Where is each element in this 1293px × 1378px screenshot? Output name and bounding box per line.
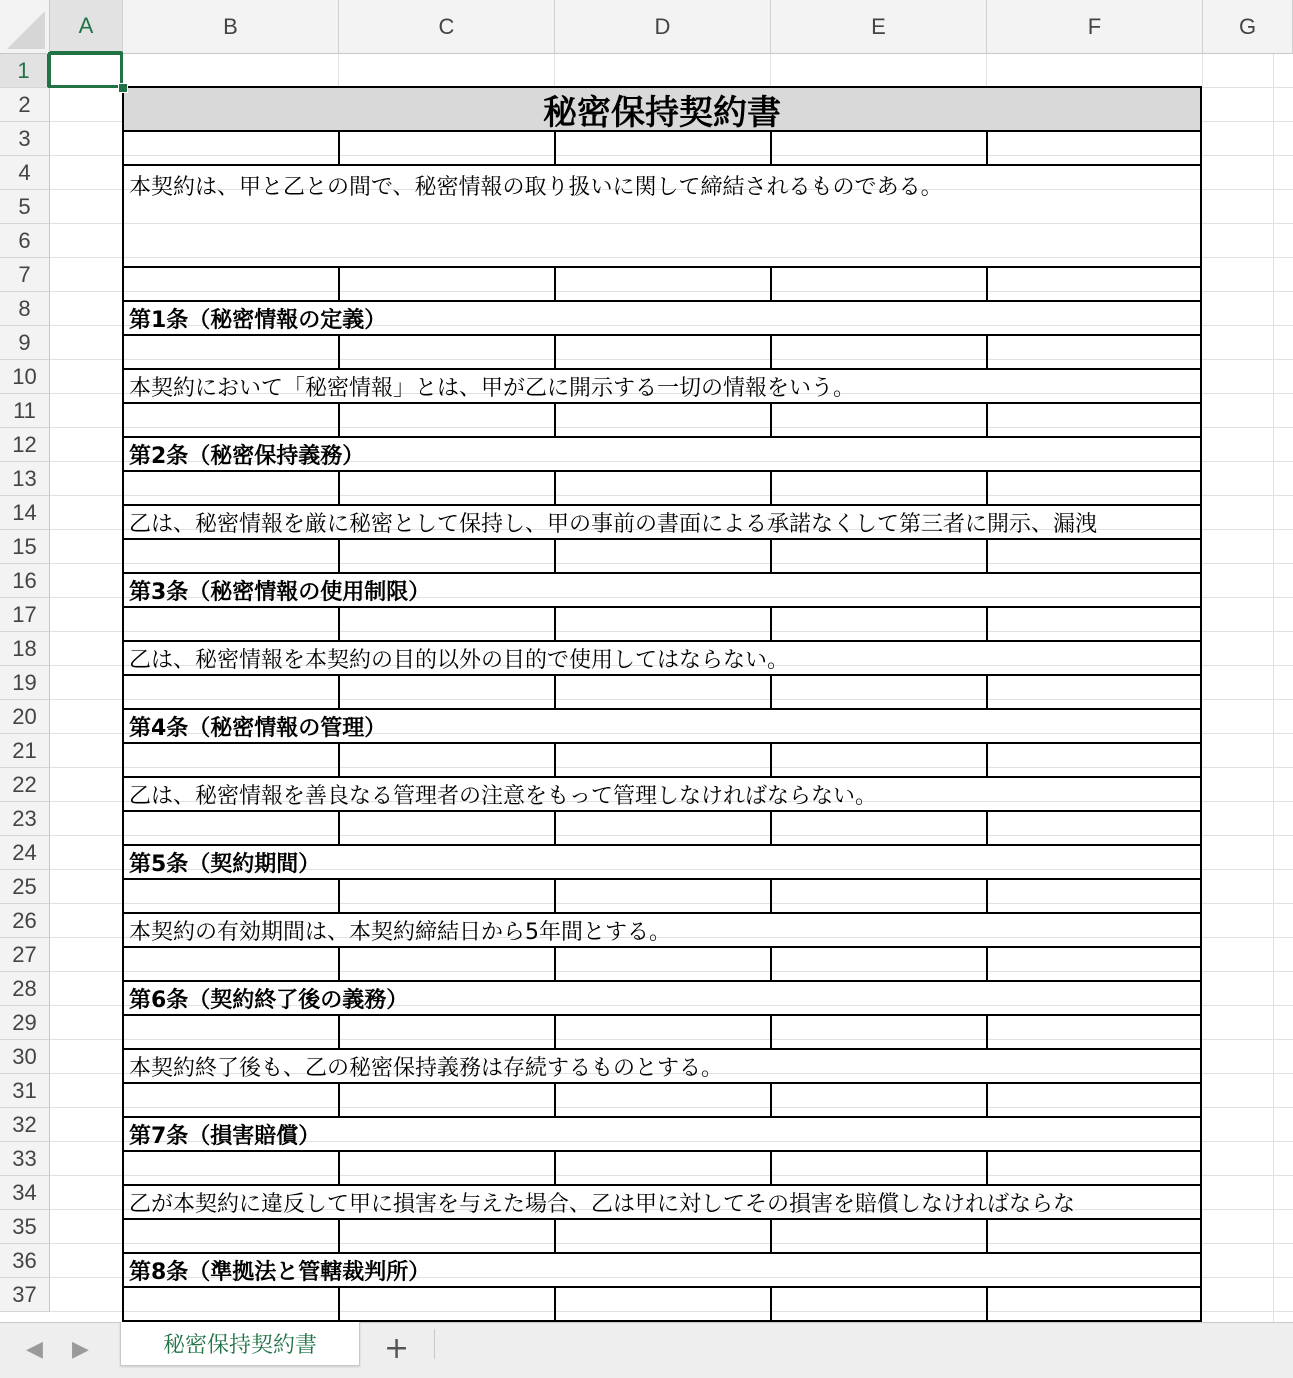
blank-row bbox=[122, 404, 1202, 438]
table-cell[interactable] bbox=[124, 268, 340, 300]
blank-row bbox=[122, 132, 1202, 166]
table-cell[interactable] bbox=[340, 948, 556, 980]
row-header-21[interactable]: 21 bbox=[0, 734, 50, 768]
table-cell[interactable] bbox=[988, 1084, 1200, 1116]
row-header-6[interactable]: 6 bbox=[0, 224, 50, 258]
row-header-26[interactable]: 26 bbox=[0, 904, 50, 938]
article-heading[interactable]: 第3条（秘密情報の使用制限） bbox=[122, 574, 1202, 608]
row-header-4[interactable]: 4 bbox=[0, 156, 50, 190]
table-cell[interactable] bbox=[988, 608, 1200, 640]
row-header-36[interactable]: 36 bbox=[0, 1244, 50, 1278]
table-cell[interactable] bbox=[556, 336, 772, 368]
row-header-32[interactable]: 32 bbox=[0, 1108, 50, 1142]
table-cell[interactable] bbox=[772, 404, 988, 436]
table-cell[interactable] bbox=[124, 1016, 340, 1048]
row-header-24[interactable]: 24 bbox=[0, 836, 50, 870]
table-cell[interactable] bbox=[988, 404, 1200, 436]
next-sheet-icon[interactable]: ▶ bbox=[72, 1337, 89, 1362]
row-header-18[interactable]: 18 bbox=[0, 632, 50, 666]
table-cell[interactable] bbox=[124, 1084, 340, 1116]
gridline bbox=[338, 54, 339, 86]
table-cell[interactable] bbox=[340, 132, 556, 164]
table-cell[interactable] bbox=[124, 1152, 340, 1184]
table-cell[interactable] bbox=[556, 1220, 772, 1252]
table-cell[interactable] bbox=[340, 1016, 556, 1048]
row-header-33[interactable]: 33 bbox=[0, 1142, 50, 1176]
gridline bbox=[986, 54, 987, 86]
table-cell[interactable] bbox=[772, 268, 988, 300]
table-cell[interactable] bbox=[124, 540, 340, 572]
row-header-7[interactable]: 7 bbox=[0, 258, 50, 292]
table-cell[interactable] bbox=[772, 132, 988, 164]
table-cell[interactable] bbox=[340, 1084, 556, 1116]
table-cell[interactable] bbox=[988, 268, 1200, 300]
table-cell[interactable] bbox=[556, 880, 772, 912]
blank-row bbox=[122, 744, 1202, 778]
gridline bbox=[554, 54, 555, 86]
row-header-28[interactable]: 28 bbox=[0, 972, 50, 1006]
table-cell[interactable] bbox=[124, 336, 340, 368]
blank-row bbox=[122, 1220, 1202, 1254]
gridline bbox=[770, 54, 771, 86]
row-header-12[interactable]: 12 bbox=[0, 428, 50, 462]
table-cell[interactable] bbox=[124, 1220, 340, 1252]
article-body[interactable]: 本契約の有効期間は、本契約締結日から5年間とする。 bbox=[122, 914, 1202, 948]
table-cell[interactable] bbox=[124, 744, 340, 776]
row-header-9[interactable]: 9 bbox=[0, 326, 50, 360]
table-cell[interactable] bbox=[556, 744, 772, 776]
row-header-3[interactable]: 3 bbox=[0, 122, 50, 156]
row-header-17[interactable]: 17 bbox=[0, 598, 50, 632]
row-header-8[interactable]: 8 bbox=[0, 292, 50, 326]
table-cell[interactable] bbox=[340, 472, 556, 504]
table-cell[interactable] bbox=[340, 812, 556, 844]
article-body[interactable]: 乙は、秘密情報を善良なる管理者の注意をもって管理しなければならない。 bbox=[122, 778, 1202, 812]
column-header-f[interactable]: F bbox=[987, 0, 1203, 54]
row-header-27[interactable]: 27 bbox=[0, 938, 50, 972]
table-cell[interactable] bbox=[988, 336, 1200, 368]
table-cell[interactable] bbox=[556, 404, 772, 436]
tab-divider bbox=[434, 1329, 435, 1359]
row-header-13[interactable]: 13 bbox=[0, 462, 50, 496]
row-header-25[interactable]: 25 bbox=[0, 870, 50, 904]
table-cell[interactable] bbox=[988, 1016, 1200, 1048]
table-cell[interactable] bbox=[556, 676, 772, 708]
select-all-triangle bbox=[7, 11, 45, 49]
table-cell[interactable] bbox=[124, 948, 340, 980]
table-cell[interactable] bbox=[772, 1016, 988, 1048]
article-heading[interactable]: 第2条（秘密保持義務） bbox=[122, 438, 1202, 472]
table-cell[interactable] bbox=[340, 744, 556, 776]
table-cell[interactable] bbox=[772, 812, 988, 844]
article-body[interactable]: 乙は、秘密情報を本契約の目的以外の目的で使用してはならない。 bbox=[122, 642, 1202, 676]
row-header-22[interactable]: 22 bbox=[0, 768, 50, 802]
table-cell[interactable] bbox=[124, 676, 340, 708]
table-cell[interactable] bbox=[556, 472, 772, 504]
article-body[interactable]: 本契約終了後も、乙の秘密保持義務は存続するものとする。 bbox=[122, 1050, 1202, 1084]
table-cell[interactable] bbox=[556, 268, 772, 300]
fill-handle[interactable] bbox=[118, 83, 128, 93]
table-cell[interactable] bbox=[340, 1288, 556, 1320]
contract-table bbox=[122, 86, 1202, 1322]
blank-row bbox=[122, 812, 1202, 846]
sheet-tab-nda[interactable]: 秘密保持契約書 bbox=[120, 1322, 360, 1366]
table-cell[interactable] bbox=[124, 1288, 340, 1320]
table-cell[interactable] bbox=[988, 744, 1200, 776]
row-header-15[interactable]: 15 bbox=[0, 530, 50, 564]
column-header-e[interactable]: E bbox=[771, 0, 987, 54]
table-cell[interactable] bbox=[340, 268, 556, 300]
column-header-g[interactable]: G bbox=[1203, 0, 1293, 54]
blank-row bbox=[122, 1152, 1202, 1186]
row-header-19[interactable]: 19 bbox=[0, 666, 50, 700]
table-cell[interactable] bbox=[556, 1152, 772, 1184]
table-cell[interactable] bbox=[988, 1288, 1200, 1320]
row-header-5[interactable]: 5 bbox=[0, 190, 50, 224]
sheet-tab-bar bbox=[0, 1322, 1293, 1378]
blank-row bbox=[122, 540, 1202, 574]
table-cell[interactable] bbox=[772, 1084, 988, 1116]
blank-row bbox=[122, 676, 1202, 710]
table-cell[interactable] bbox=[556, 1288, 772, 1320]
row-header-23[interactable]: 23 bbox=[0, 802, 50, 836]
table-cell[interactable] bbox=[988, 132, 1200, 164]
table-cell[interactable] bbox=[772, 880, 988, 912]
add-sheet-button[interactable]: + bbox=[384, 1331, 410, 1366]
row-header-1[interactable]: 1 bbox=[0, 54, 50, 88]
table-cell[interactable] bbox=[340, 1152, 556, 1184]
article-body[interactable]: 乙が本契約に違反して甲に損害を与えた場合、乙は甲に対してその損害を賠償しなければならな bbox=[122, 1186, 1202, 1220]
blank-row bbox=[122, 608, 1202, 642]
blank-row bbox=[122, 336, 1202, 370]
blank-row bbox=[122, 1016, 1202, 1050]
blank-row bbox=[122, 1084, 1202, 1118]
contract-title[interactable]: 秘密保持契約書 bbox=[122, 86, 1202, 132]
row-header-14[interactable]: 14 bbox=[0, 496, 50, 530]
table-cell[interactable] bbox=[556, 1084, 772, 1116]
column-header-c[interactable]: C bbox=[339, 0, 555, 54]
row-header-20[interactable]: 20 bbox=[0, 700, 50, 734]
table-cell[interactable] bbox=[988, 812, 1200, 844]
column-header-a[interactable]: A bbox=[50, 0, 123, 54]
row-header-34[interactable]: 34 bbox=[0, 1176, 50, 1210]
article-heading[interactable]: 第8条（準拠法と管轄裁判所） bbox=[122, 1254, 1202, 1288]
table-cell[interactable] bbox=[988, 948, 1200, 980]
row-header-31[interactable]: 31 bbox=[0, 1074, 50, 1108]
article-heading[interactable]: 第6条（契約終了後の義務） bbox=[122, 982, 1202, 1016]
table-cell[interactable] bbox=[340, 1220, 556, 1252]
column-header-d[interactable]: D bbox=[555, 0, 771, 54]
table-cell[interactable] bbox=[340, 608, 556, 640]
table-cell[interactable] bbox=[124, 880, 340, 912]
article-heading[interactable]: 第5条（契約期間） bbox=[122, 846, 1202, 880]
table-cell[interactable] bbox=[988, 472, 1200, 504]
column-header-b[interactable]: B bbox=[123, 0, 339, 54]
table-cell[interactable] bbox=[988, 540, 1200, 572]
article-heading[interactable]: 第7条（損害賠償） bbox=[122, 1118, 1202, 1152]
blank-row bbox=[122, 1288, 1202, 1322]
table-cell[interactable] bbox=[772, 744, 988, 776]
row-header-11[interactable]: 11 bbox=[0, 394, 50, 428]
row-header-37[interactable]: 37 bbox=[0, 1278, 50, 1312]
table-cell[interactable] bbox=[772, 1152, 988, 1184]
select-all-corner[interactable] bbox=[0, 0, 50, 54]
article-heading[interactable]: 第1条（秘密情報の定義） bbox=[122, 302, 1202, 336]
row-header-30[interactable]: 30 bbox=[0, 1040, 50, 1074]
article-body[interactable]: 本契約において「秘密情報」とは、甲が乙に開示する一切の情報をいう。 bbox=[122, 370, 1202, 404]
table-cell[interactable] bbox=[124, 132, 340, 164]
table-cell[interactable] bbox=[556, 1016, 772, 1048]
table-cell[interactable] bbox=[988, 1220, 1200, 1252]
table-cell[interactable] bbox=[340, 880, 556, 912]
table-cell[interactable] bbox=[772, 1220, 988, 1252]
table-cell[interactable] bbox=[340, 676, 556, 708]
prev-sheet-icon[interactable]: ◀ bbox=[26, 1337, 43, 1362]
table-cell[interactable] bbox=[988, 1152, 1200, 1184]
table-cell[interactable] bbox=[124, 404, 340, 436]
blank-row bbox=[122, 880, 1202, 914]
blank-row bbox=[122, 472, 1202, 506]
blank-row bbox=[122, 268, 1202, 302]
table-cell[interactable] bbox=[556, 608, 772, 640]
table-cell[interactable] bbox=[988, 676, 1200, 708]
article-body[interactable]: 乙は、秘密情報を厳に秘密として保持し、甲の事前の書面による承諾なくして第三者に開示、漏洩 bbox=[122, 506, 1202, 540]
table-cell[interactable] bbox=[772, 1288, 988, 1320]
row-header-16[interactable]: 16 bbox=[0, 564, 50, 598]
table-cell[interactable] bbox=[340, 404, 556, 436]
table-cell[interactable] bbox=[988, 880, 1200, 912]
table-cell[interactable] bbox=[124, 608, 340, 640]
table-cell[interactable] bbox=[124, 472, 340, 504]
table-cell[interactable] bbox=[772, 608, 988, 640]
blank-row bbox=[122, 948, 1202, 982]
row-header-29[interactable]: 29 bbox=[0, 1006, 50, 1040]
article-heading[interactable]: 第4条（秘密情報の管理） bbox=[122, 710, 1202, 744]
table-cell[interactable] bbox=[556, 948, 772, 980]
table-cell[interactable] bbox=[772, 948, 988, 980]
intro-text[interactable]: 本契約は、甲と乙との間で、秘密情報の取り扱いに関して締結されるものである。 bbox=[122, 166, 1202, 268]
table-cell[interactable] bbox=[772, 336, 988, 368]
table-cell[interactable] bbox=[340, 336, 556, 368]
table-cell[interactable] bbox=[772, 472, 988, 504]
gridline bbox=[1202, 54, 1203, 86]
table-cell[interactable] bbox=[772, 540, 988, 572]
table-cell[interactable] bbox=[556, 540, 772, 572]
table-cell[interactable] bbox=[772, 676, 988, 708]
active-cell-a1[interactable] bbox=[48, 52, 123, 88]
table-cell[interactable] bbox=[556, 812, 772, 844]
row-header-35[interactable]: 35 bbox=[0, 1210, 50, 1244]
row-header-10[interactable]: 10 bbox=[0, 360, 50, 394]
table-cell[interactable] bbox=[124, 812, 340, 844]
row-header-2[interactable]: 2 bbox=[0, 88, 50, 122]
table-cell[interactable] bbox=[340, 540, 556, 572]
table-cell[interactable] bbox=[556, 132, 772, 164]
